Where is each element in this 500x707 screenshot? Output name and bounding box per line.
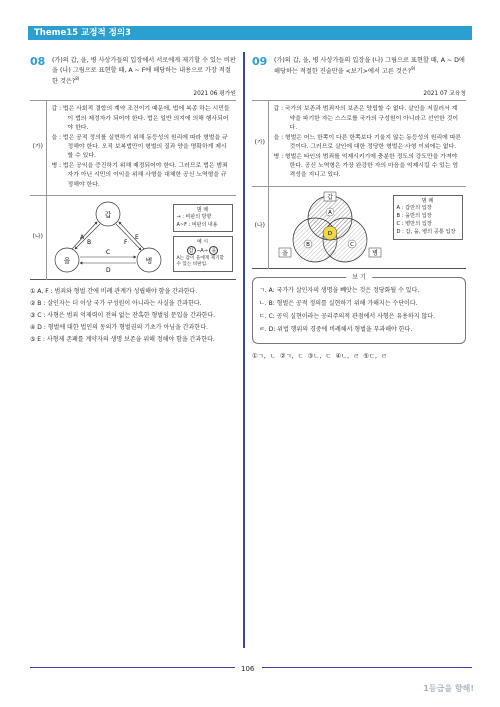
statement-gap: 갑 : 법은 사회적 결합의 계약 조건이기 때문에, 법에 복종 하는 시민들이 법의 제정자가 되어야 한다. 법은 일반 의지에 의해 행사되어야 한다. — [51, 106, 230, 131]
example-diagram: 갑 ─A→ 을 — [177, 246, 229, 256]
edge-d: D — [105, 266, 111, 274]
page-number: 106 — [238, 664, 257, 674]
footnote-mark: 9) — [411, 65, 416, 71]
question-source: 2021 06 평가원 — [193, 91, 236, 97]
column-divider — [243, 52, 245, 648]
statement-eul: 을 : 법은 공적 정의를 실현하기 위해 동등성의 원리에 따라 형벌을 규정해야 한다. 오직 보복법만이 형벌의 질과 양을 명확하게 제시할 수 있다. — [51, 134, 228, 160]
diagram-cell — [268, 186, 466, 268]
legend-item: A : 갑만의 입장 — [396, 205, 432, 212]
example-caption: A는 갑이 을에게 제기할 수 있는 비판임. — [176, 255, 224, 268]
legend-title: 범 례 — [196, 206, 209, 213]
label-eul: 을 — [281, 249, 288, 257]
question-prompt: (가)의 갑, 을, 병 사상가들의 입장에서 서로에게 제기할 수 있는 비판을 (나) 그림으로 표현할 때, A ~ F에 해당하는 내용으로 가장 적절한 것은?$^{8)}$ — [52, 57, 236, 85]
row-label-na: (나) — [30, 195, 46, 279]
legend-item: B : 을만의 입장 — [396, 213, 432, 220]
example-edge: A — [200, 248, 204, 255]
legend-box — [173, 204, 233, 233]
footer-line-left — [30, 667, 235, 668]
example-box — [173, 236, 233, 272]
question-number: 08 — [30, 55, 46, 68]
bogi-box — [252, 273, 466, 345]
legend-item: D : 갑, 을, 병의 공통 입장 — [396, 228, 456, 235]
region-b: B — [305, 241, 310, 248]
row-label-ga: (가) — [30, 101, 46, 195]
question-table — [252, 100, 466, 268]
node-gap: 갑 — [104, 210, 111, 219]
legend-item: C : 병만의 입장 — [396, 220, 432, 227]
example-node-eul: 을 — [209, 246, 218, 255]
example-title: 예 시 — [196, 238, 209, 245]
question-prompt: (가)의 갑, 을, 병 사상가들의 입장을 (나) 그림으로 표현할 때, A ~ D에 해당하는 적절한 진술만을 <보기>에서 고른 것은?$^{9)}$ — [274, 57, 465, 75]
node-byeong: 병 — [145, 256, 152, 265]
footnote-mark: 8) — [75, 75, 80, 81]
answer-options — [30, 287, 236, 346]
footer-line-right — [262, 667, 472, 668]
row-label-na: (나) — [252, 186, 268, 268]
theme-title: Theme15 교정적 정의3 — [34, 28, 131, 38]
option-5[interactable]: ⑤ E : 사형제 존폐를 계약자의 생명 보존을 위해 정해야 함을 간과한다. — [30, 336, 215, 344]
bogi-item: ㄷ. C: 공익 실현이라는 공리주의적 관점에서 사형은 유용하지 않다. — [259, 312, 435, 320]
statement-eul: 을 : 형벌은 어느 한쪽이 다른 한쪽보다 기울지 않는 동등성의 원리에 따른 것이다. 그러므로 살인에 대한 정당한 형벌은 사형 이외에는 없다. — [273, 134, 462, 150]
bogi-item: ㄹ. D: 위법 행위의 경중에 비례해서 형벌을 부과해야 한다. — [259, 326, 413, 334]
legend-line: → : 비판의 방향 — [176, 214, 212, 221]
statements-cell — [46, 101, 236, 195]
row-label-ga: (가) — [252, 101, 268, 186]
statement-byeong: 병 : 법은 공익을 증진하기 위해 제정되어야 한다. 그러므로 법은 범죄자가 아닌 시민의 이익을 위해 사형을 대체한 공신 노역형을 규정해야 한다. — [51, 163, 228, 188]
statements-cell — [268, 101, 466, 186]
edge-b: B — [86, 238, 91, 246]
theme-header — [28, 26, 472, 40]
question-header — [252, 56, 466, 88]
node-eul: 을 — [63, 256, 70, 265]
edge-a: A — [79, 233, 84, 241]
answer-choices[interactable]: ①ㄱ, ㄴ ②ㄱ, ㄷ ③ㄴ, ㄷ ④ㄴ, ㄹ ⑤ㄷ, ㄹ — [252, 353, 388, 361]
region-c: C — [349, 241, 354, 248]
question-header — [30, 56, 236, 88]
option-4[interactable]: ④ D : 형벌에 대한 법인의 동의가 형벌권의 기초가 아님을 간과한다. — [30, 324, 208, 332]
statement-gap: 갑 : 국가의 보존과 범죄자의 보존은 양립할 수 없다. 살인을 저질러서 계약을 파기한 자는 스스로를 국가의 구성원이 아니라고 선언한 것이다. — [273, 106, 459, 131]
legend-box — [393, 195, 463, 240]
question-09 — [252, 56, 466, 361]
question-table — [30, 100, 236, 279]
edge-c: C — [105, 248, 110, 256]
question-08 — [30, 56, 236, 348]
bogi-title: 보 기 — [346, 273, 372, 283]
diagram-cell — [46, 195, 236, 279]
example-node-gap: 갑 — [187, 246, 196, 255]
question-number: 09 — [252, 55, 268, 68]
venn-diagram — [275, 190, 385, 266]
option-1[interactable]: ① A, F : 범죄와 형벌 간에 비례 관계가 성립해야 함을 간과한다. — [30, 287, 198, 295]
bogi-item: ㄴ. B: 형벌은 공적 정의를 실현하기 위해 가해지는 수단이다. — [259, 299, 418, 307]
legend-title: 범 례 — [421, 197, 434, 204]
question-source: 2021 07 교육청 — [423, 91, 466, 97]
statement-byeong: 병 : 형벌은 타인의 범죄를 억제시키기에 충분한 정도의 강도만을 가져야 한다. 공신 노역형은 가장 완강한 자의 마음을 억제시킬 수 있는 엄격성을 지니고 있다. — [273, 154, 459, 179]
label-byeong: 병 — [371, 249, 378, 257]
bogi-item: ㄱ. A: 국가가 살인자의 생명을 빼앗는 것은 정당화될 수 있다. — [259, 286, 420, 294]
region-a: A — [327, 209, 332, 216]
criticism-diagram — [53, 200, 163, 276]
edge-e: E — [134, 233, 139, 241]
option-3[interactable]: ③ C : 사형은 범죄 억제력이 전혀 없는 잔혹한 형벌임 문입을 간과한다. — [30, 312, 216, 320]
region-d: D — [327, 230, 332, 237]
footer-brand: 1등급을 향해! — [423, 684, 474, 693]
option-2[interactable]: ② B : 살인자는 더 이상 국가 구성원이 아니라는 사실을 간과한다. — [30, 299, 202, 307]
edge-f: F — [123, 238, 127, 246]
arrow-b — [72, 222, 97, 249]
legend-line: A~F : 비판의 내용 — [176, 221, 218, 228]
arrow-e — [119, 222, 144, 249]
label-gap: 갑 — [326, 193, 333, 201]
